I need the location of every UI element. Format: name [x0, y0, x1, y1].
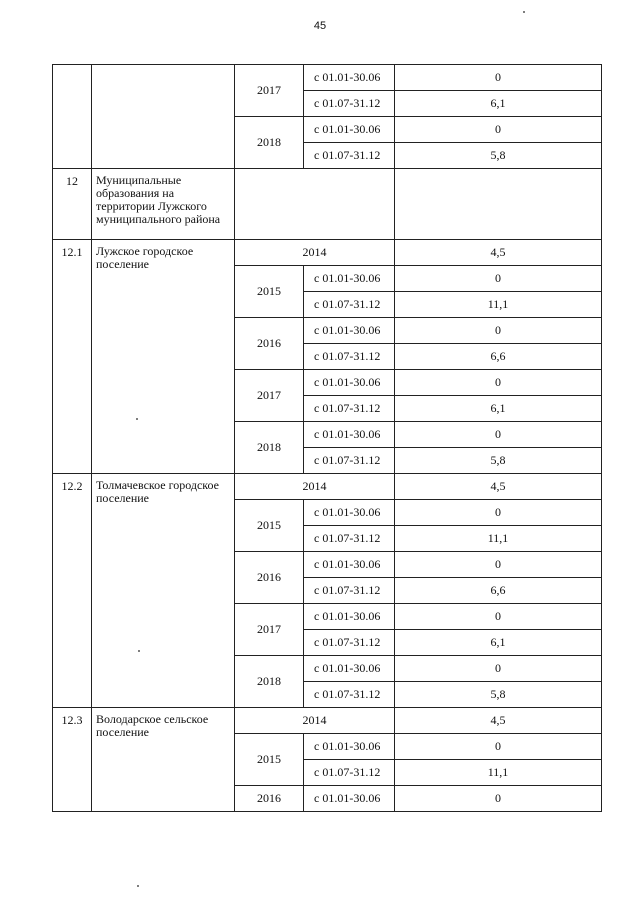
year-cell: 2014: [235, 474, 395, 500]
table-row: [53, 65, 602, 91]
scan-speck: [137, 885, 139, 887]
value-cell: 0: [395, 266, 602, 292]
row-number: 12.3: [53, 708, 92, 812]
period-cell: с 01.07-31.12: [304, 91, 395, 117]
value-cell: 5,8: [395, 143, 602, 169]
period-cell: с 01.01-30.06: [304, 266, 395, 292]
value-cell: 0: [395, 65, 602, 91]
value-cell: 0: [395, 318, 602, 344]
value-cell: 6,6: [395, 578, 602, 604]
value-cell: 11,1: [395, 760, 602, 786]
period-cell: с 01.07-31.12: [304, 448, 395, 474]
table-row: [53, 240, 602, 266]
page-number: 45: [313, 20, 327, 32]
empty-cell: [395, 169, 602, 240]
year-cell: 2016: [235, 552, 304, 604]
value-cell: 6,1: [395, 630, 602, 656]
municipality-name: Володарское сельское поселение: [92, 708, 235, 812]
period-cell: с 01.07-31.12: [304, 760, 395, 786]
year-cell: 2016: [235, 318, 304, 370]
year-cell: 2015: [235, 500, 304, 552]
value-cell: 11,1: [395, 526, 602, 552]
tariff-table: [52, 64, 602, 812]
year-cell: 2018: [235, 422, 304, 474]
period-cell: с 01.01-30.06: [304, 604, 395, 630]
row-number: 12.1: [53, 240, 92, 474]
municipality-name: Лужское городское поселение: [92, 240, 235, 474]
scan-speck: [136, 418, 138, 420]
period-cell: с 01.07-31.12: [304, 344, 395, 370]
scan-speck: [523, 11, 525, 13]
year-cell: 2014: [235, 240, 395, 266]
period-cell: с 01.01-30.06: [304, 656, 395, 682]
value-cell: 0: [395, 422, 602, 448]
year-cell: 2015: [235, 734, 304, 786]
year-cell: 2014: [235, 708, 395, 734]
empty-cell: [235, 169, 395, 240]
value-cell: 0: [395, 117, 602, 143]
period-cell: с 01.07-31.12: [304, 630, 395, 656]
row-number: 12.2: [53, 474, 92, 708]
value-cell: 4,5: [395, 708, 602, 734]
period-cell: с 01.01-30.06: [304, 552, 395, 578]
value-cell: 0: [395, 786, 602, 812]
year-cell: 2018: [235, 656, 304, 708]
year-cell: 2017: [235, 604, 304, 656]
value-cell: 0: [395, 500, 602, 526]
section-number: 12: [53, 169, 92, 240]
value-cell: 0: [395, 370, 602, 396]
section-name: Муниципальные образования на территории Лужского муниципального района: [92, 169, 235, 240]
period-cell: с 01.01-30.06: [304, 318, 395, 344]
value-cell: 5,8: [395, 448, 602, 474]
value-cell: 4,5: [395, 474, 602, 500]
period-cell: с 01.01-30.06: [304, 786, 395, 812]
year-cell: 2018: [235, 117, 304, 169]
year-cell: 2017: [235, 65, 304, 117]
municipality-name: [92, 65, 235, 169]
table-row: [53, 708, 602, 734]
period-cell: с 01.07-31.12: [304, 578, 395, 604]
period-cell: с 01.01-30.06: [304, 370, 395, 396]
table-row: [53, 474, 602, 500]
municipality-name: Толмачевское городское поселение: [92, 474, 235, 708]
value-cell: 0: [395, 656, 602, 682]
value-cell: 5,8: [395, 682, 602, 708]
period-cell: с 01.01-30.06: [304, 117, 395, 143]
year-cell: 2015: [235, 266, 304, 318]
value-cell: 6,6: [395, 344, 602, 370]
period-cell: с 01.01-30.06: [304, 65, 395, 91]
value-cell: 0: [395, 552, 602, 578]
year-cell: 2016: [235, 786, 304, 812]
year-cell: 2017: [235, 370, 304, 422]
period-cell: с 01.07-31.12: [304, 143, 395, 169]
period-cell: с 01.07-31.12: [304, 396, 395, 422]
value-cell: 11,1: [395, 292, 602, 318]
period-cell: с 01.01-30.06: [304, 422, 395, 448]
value-cell: 0: [395, 604, 602, 630]
period-cell: с 01.07-31.12: [304, 526, 395, 552]
value-cell: 0: [395, 734, 602, 760]
scan-speck: [138, 650, 140, 652]
row-number: [53, 65, 92, 169]
period-cell: с 01.01-30.06: [304, 734, 395, 760]
period-cell: с 01.07-31.12: [304, 682, 395, 708]
period-cell: с 01.07-31.12: [304, 292, 395, 318]
value-cell: 6,1: [395, 91, 602, 117]
period-cell: с 01.01-30.06: [304, 500, 395, 526]
value-cell: 4,5: [395, 240, 602, 266]
section-header-row: [53, 169, 602, 240]
value-cell: 6,1: [395, 396, 602, 422]
